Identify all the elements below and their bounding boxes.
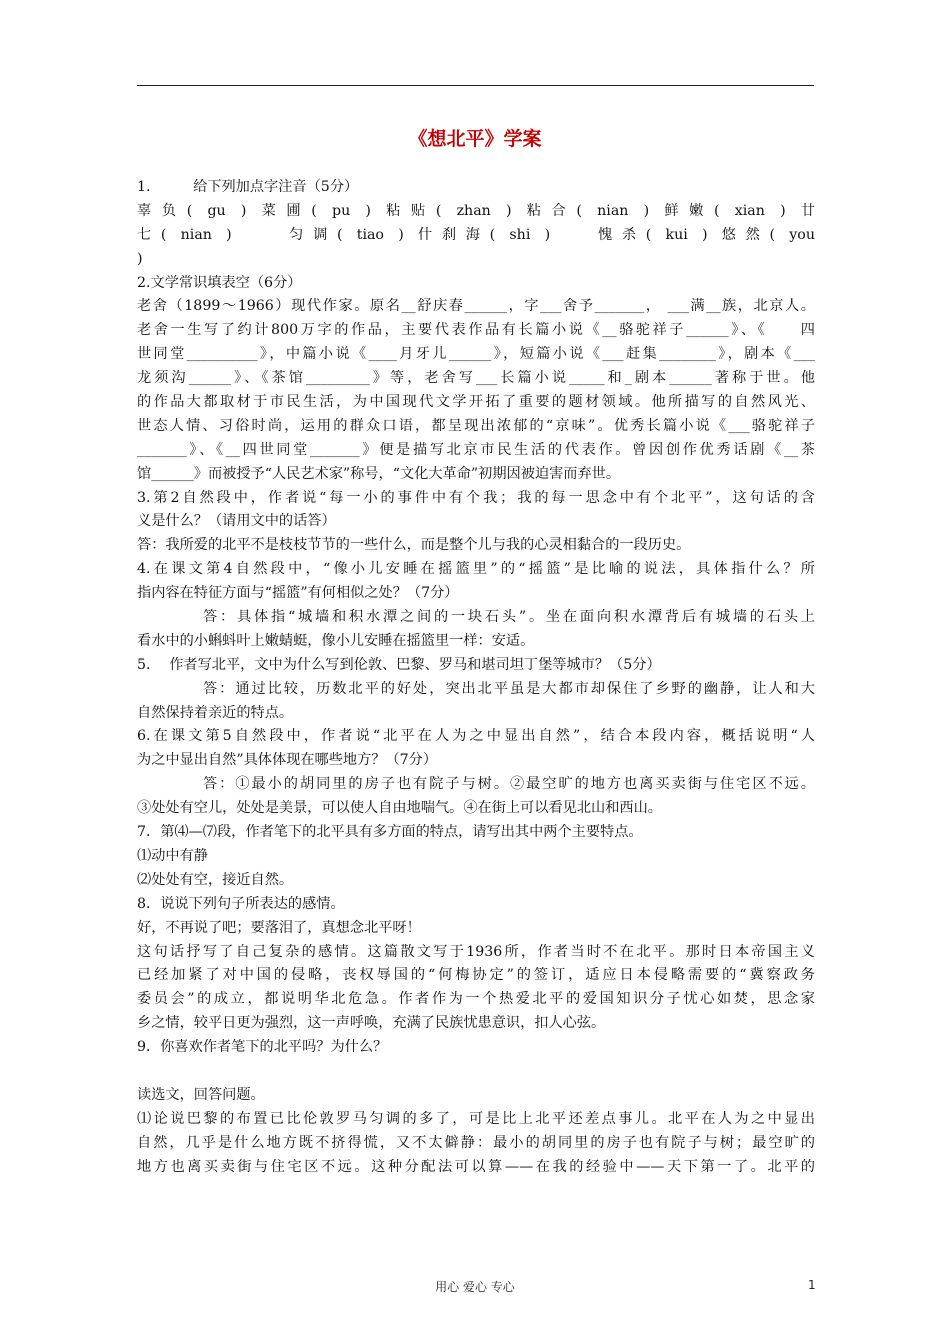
text-line: 地方也离买卖街与住宅区不远。这种分配法可以算——在我的经验中——天下第一了。北平的 (137, 1158, 815, 1175)
text-line: 龙须沟______》、《茶馆_________》等，老舍写___长篇小说_____和_剧本______著称于世。他 (137, 370, 815, 387)
text-line: 答：具体指“城墙和积水潭之间的一块石头”。坐在面向积水潭背后有城墙的石头上 (203, 609, 815, 626)
text-line: 辜负( gu ) 菜圃( pu ) 粘贴( zhan ) 粘合( nian ) 鲜嫩( xian ) 廿 (137, 202, 815, 219)
text-line: 9．你喜欢作者笔下的北平吗？为什么？ (137, 1039, 388, 1056)
text-line: ) (137, 250, 143, 267)
document-body (137, 176, 815, 1179)
text-line: ③处处有空儿，处处是美景，可以使人自由地喘气。④在街上可以看见北山和西山。 (137, 800, 662, 817)
document-title: 《想北平》学案 (408, 128, 542, 150)
page-number: 1 (808, 1278, 816, 1292)
text-line: 老舍一生写了约计800万字的作品，主要代表作品有长篇小说《__骆驼祥子______》、《 四 (137, 322, 815, 339)
text-line: 已经加紧了对中国的侵略，丧权辱国的“何梅协定”的签订，适应日本侵略需要的“冀察政务 (137, 967, 815, 984)
text-line (137, 1060, 815, 1084)
text-line: 7．第⑷—⑺段，作者笔下的北平具有多方面的特点，请写出其中两个主要特点。 (137, 824, 643, 841)
text-line: 馆______》而被授予“人民艺术家”称号，“文化大革命”初期因被迫害而弃世。 (137, 465, 621, 482)
text-line: 好，不再说了吧；要落泪了，真想念北平呀！ (137, 919, 421, 936)
text-line: 世态人情、习俗时尚，运用的群众口语，都呈现出浓郁的“京味”。优秀长篇小说《___骆驼祥子 (137, 417, 815, 434)
text-line: 4.在课文第4自然段中，“像小儿安睡在摇篮里”的“摇篮”是比喻的说法，具体指什么？所 (137, 561, 815, 578)
text-line: 1. 给下列加点字注音（5分） (137, 179, 359, 195)
text-line: 自然保持着亲近的特点。 (137, 704, 294, 721)
text-line: ⑴论说巴黎的布置已比伦敦罗马匀调的多了，可是比上北平还差点事儿。北平在人为之中显出 (137, 1110, 815, 1127)
text-line: 乡之情，较平日更为强烈，这一声呼唤，充满了民族忧患意识，扣人心弦。 (137, 1015, 606, 1032)
text-line: 为之中显出自然”具体体现在哪些地方？（7分） (137, 752, 438, 769)
text-line: 8．说说下列句子所表达的感情。 (137, 895, 345, 912)
text-line: 看水中的小蝌蚪叶上嫩蜻蜓，像小儿安睡在摇篮里一样：安适。 (137, 632, 535, 649)
text-line: 世同堂__________》，中篇小说《____月牙儿______》，短篇小说《___赶集________》，剧本《___ (137, 346, 815, 363)
text-line: 答：我所爱的北平不是枝枝节节的一些什么，而是整个儿与我的心灵相黏合的一段历史。 (137, 537, 691, 554)
text-line: 义是什么？（请用文中的话答） (137, 513, 336, 530)
text-line: ⑴动中有静 (137, 847, 208, 864)
text-line: 老舍（1899～1966）现代作家。原名__舒庆春______，字___舍予_______， ___满__族，北京人。 (137, 298, 815, 315)
text-line: 委员会”的成立，都说明华北危急。作者作为一个热爱北平的爱国知识分子忧心如焚，思念家 (137, 991, 815, 1008)
text-line: 2.文学常识填表空（6分） (137, 274, 302, 291)
text-line: 读选文，回答问题。 (137, 1086, 265, 1103)
text-line: 指内容在特征方面与“摇篮”有何相似之处？（7分） (137, 585, 459, 602)
text-line: 七( nian ) 匀调( tiao ) 什刹海( shi ) 愧杀( kui ) 悠然( you (137, 226, 815, 243)
text-line: 3.第2自然段中，作者说“每一小的事件中有个我；我的每一思念中有个北平”，这句话的含 (137, 489, 815, 506)
text-line: 5. 作者写北平，文中为什么写到伦敦、巴黎、罗马和堪司坦丁堡等城市？（5分） (137, 656, 661, 673)
text-line: 答：①最小的胡同里的房子也有院子与树。②最空旷的地方也离买卖街与住宅区不远。 (203, 776, 815, 793)
text-line: _______》、《__四世同堂_______》便是描写北京市民生活的代表作。曾因创作优秀话剧《__茶 (137, 441, 815, 458)
text-line: ⑵处处有空，接近自然。 (137, 871, 294, 888)
page-footer: 用心 爱心 专心 (435, 1280, 515, 1294)
text-line: 6.在课文第5自然段中，作者说“北平在人为之中显出自然”，结合本段内容，概括说明“人 (137, 728, 815, 745)
text-line: 这句话抒写了自己复杂的感情。这篇散文写于1936所，作者当时不在北平。那时日本帝国主义 (137, 943, 815, 960)
header-rule (137, 85, 814, 86)
text-line: 的作品大都取材于市民生活，为中国现代文学开拓了重要的题材领域。他所描写的自然风光、 (137, 394, 815, 411)
text-line: 答：通过比较，历数北平的好处，突出北平虽是大都市却保住了乡野的幽静，让人和大 (203, 680, 815, 697)
text-line: 自然，几乎是什么地方既不挤得慌，又不太僻静：最小的胡同里的房子也有院子与树；最空旷的 (137, 1134, 815, 1151)
